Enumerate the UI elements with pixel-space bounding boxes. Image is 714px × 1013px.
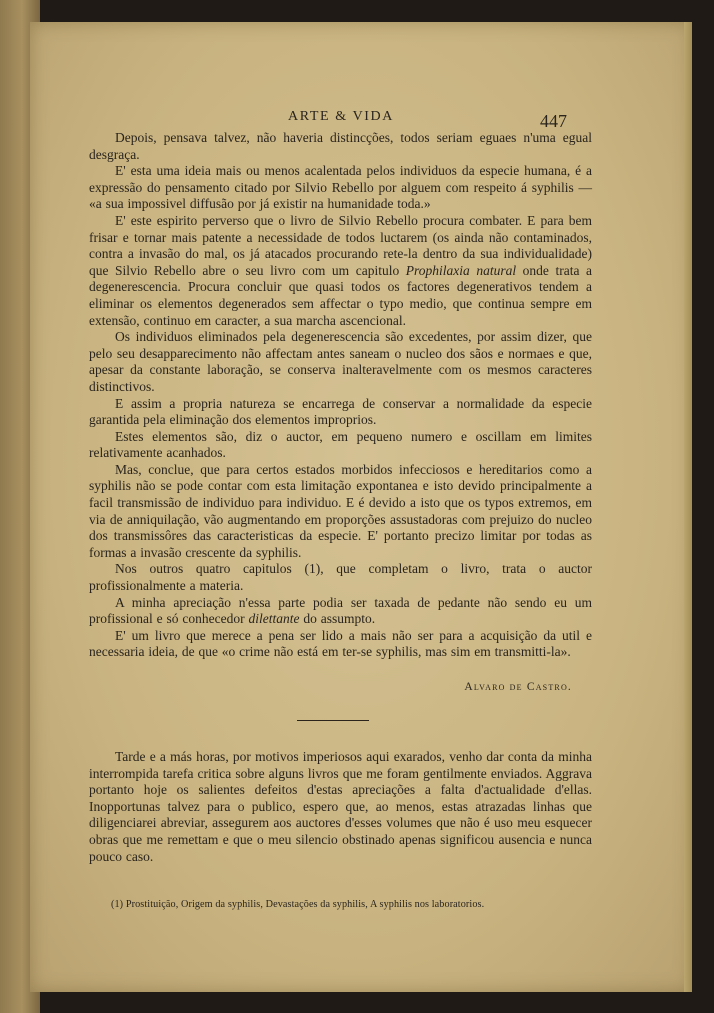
paragraph: Os individuos eliminados pela degenerescencia são excedentes, por assim dizer, que pelo seu desapparecimento não affectam antes saneam o nucleo dos sãos e normaes e que, apesar da constante laboração, se conserva inalteravelmente com os mesmos caracteres distinctivos.: [89, 329, 592, 394]
paragraph: Mas, conclue, que para certos estados morbidos infecciosos e hereditarios como a syphilis não se pode contar com esta limitação expontanea e isto devido principalmente a facil transmissão de individuo para individuo. E é devido a isto que os typos extremos, em via de anniquilação, vão augmentando em proporções assustadoras com prejuizo do nucleo dos transmissôres das caracteristicas da especie. E' portanto precizo limitar por todas as formas a invasão crescente da syphilis.: [89, 461, 592, 560]
paragraph: E' esta uma ideia mais ou menos acalentada pelos individuos da especie humana, é a expressão do pensamento citado por Silvio Rebello por alguem com respeito á syphilis — «a sua impossivel diffusão por já existir na humanidade toda.»: [89, 163, 592, 212]
paragraph: E' um livro que merece a pena ser lido a mais não ser para a acquisição da util e necessaria ideia, de que «o crime não está em ter-se syphilis, mas sim em transmitti-la».: [89, 627, 592, 660]
footnote: (1) Prostituição, Origem da syphilis, Devastações da syphilis, A syphilis nos laboratorios.: [111, 899, 485, 911]
page-number: 447: [540, 111, 567, 131]
paragraph-text: do assumpto.: [303, 611, 376, 627]
paragraph: [89, 595, 592, 628]
article-body: [89, 130, 592, 910]
paragraph: Depois, pensava talvez, não haveria distincções, todos seriam eguaes n'uma egual desgraça.: [89, 130, 592, 162]
paragraph-text: E' este espirito perverso que o livro de Silvio Rebello procura combater. E para bem frisar e tornar mais patente a necessidade de todos luctarem (os ainda não contaminados, contra a invasão do mal, os já atacados procurando rete-la dentro da sua individualidade) que Silvio Rebello abre o seu livro com um capitulo: [89, 212, 592, 278]
paragraph-text: onde trata a degenerescencia. Procura concluir que quasi todos os factores degenerativos tendem a eliminar os elementos degenerados sem affectar o typo medio, que continua sempre em extensão, continuo em caracter, a sua marcha ascencional.: [89, 262, 593, 328]
paragraph: E assim a propria natureza se encarrega de conservar a normalidade da especie garantida pela eliminação dos elementos improprios.: [89, 395, 592, 428]
running-title: ARTE & VIDA: [288, 109, 394, 124]
book-page: [30, 22, 692, 992]
paragraph: [89, 213, 592, 329]
page-header: [30, 89, 692, 131]
section-divider: [297, 720, 369, 721]
book-title-italic: Prophilaxia natural: [405, 262, 517, 278]
paragraph: Estes elementos são, diz o auctor, em pequeno numero e oscillam em limites relativamente acanhados.: [89, 428, 592, 461]
italic-word: dilettante: [248, 611, 300, 627]
paragraph: Nos outros quatro capitulos (1), que completam o livro, trata o auctor profissionalmente a materia.: [89, 561, 592, 594]
second-section-paragraph: Tarde e a más horas, por motivos imperiosos aqui exarados, venho dar conta da minha interrompida tarefa critica sobre alguns livros que me foram gentilmente enviados. Aggrava portanto hoje os salientes defeitos d'estas apreciações a falta d'actualidade d'ellas. Inopportunas talvez para o publico, espero que, ao menos, estas atrazadas linhas que diligenciarei abreviar, assegurem aos auctores d'esses volumes que não é uso meu esquecer obras que me remettam e que o meu silencio obstinado apenas significou ausencia e nunca pouco caso.: [89, 749, 592, 864]
paragraph-text: A minha apreciação n'essa parte podia ser taxada de pedante não sendo eu um profissional e só conhecedor: [89, 594, 592, 627]
page-edge: [684, 22, 692, 992]
author-signature: Alvaro de Castro.: [464, 681, 572, 693]
